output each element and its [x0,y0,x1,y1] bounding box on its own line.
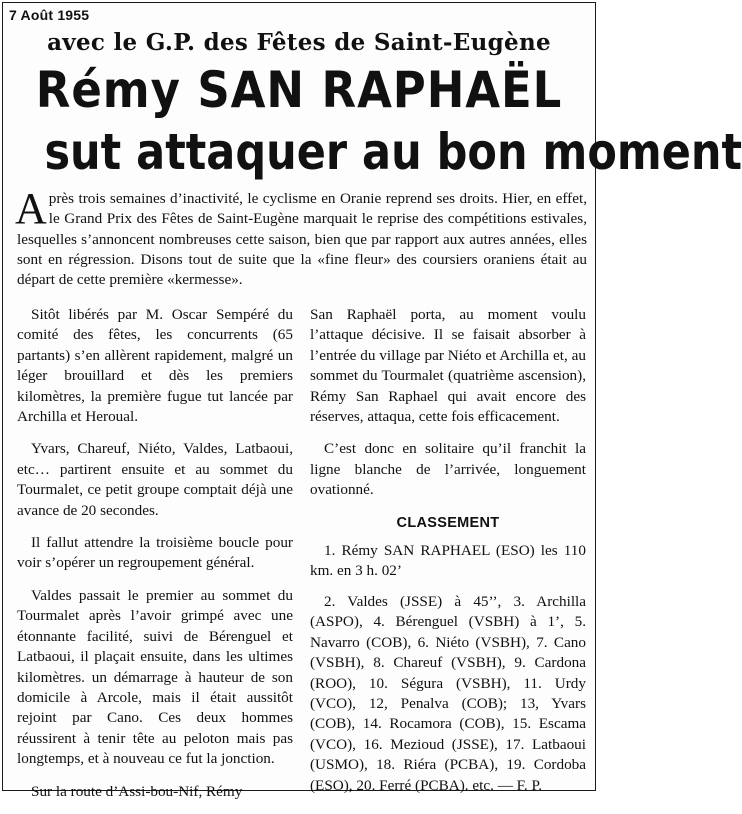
newspaper-clipping [2,2,742,800]
paragraph-start: Sitôt libérés par M. Oscar Sempéré du comité des fêtes, les concurrents (65 partants) s’en allèrent rapidement, malgré un léger brouillard et dès les premiers kilomètres, la première fugue tut lancée par Archilla et Heroual. [17,306,293,426]
paragraph-breakaway: Yvars, Chareuf, Niéto, Valdes, Latbaoui, etc… partirent ensuite et au sommet du Tourmalet, ce petit groupe comptait déjà une avance de 20 secondes. [17,440,293,519]
paragraph-regroup: Il fallut attendre la troisième boucle pour voir s’opérer un regroupement général. [17,534,293,572]
paragraph-route: Sur la route d’Assi-bou-Nif, Rémy [31,782,243,800]
publication-date: 7 Août 1955 [9,7,90,23]
drop-cap: A [15,184,47,233]
paragraph-attack: San Raphaël porta, au moment voulu l’attaque décisive. Il se faisait absorber à l’entrée du village par Niéto et Archilla et, au sommet du Tourmalet (quatrième ascension), Rémy San Raphael qui avait encore des réserves, attaqua, cette fois efficacement. [310,306,586,426]
right-column [310,305,586,806]
paragraph-valdes: Valdes passait le premier au sommet du Tourmalet après l’avoir grimpé avec une étonnante facilité, suivi de Bérenguel et Latbaoui, il plaçait ensuite, dans les ultimes kilomètres. un démarrage à hauteur de son domicile à Arcole, mais il était aussitôt rejoint par Cano. Ces deux hommes réussirent à tenir tête au peloton mais pas longtemps, et à nouveau ce fut la jonction. [17,586,293,768]
paragraph-finish: C’est donc en solitaire qu’il franchit la ligne blanche de l’arrivée, longuement ovationné. [310,440,586,499]
lead-paragraph [15,184,587,290]
main-headline-line-2: sut attaquer au bon moment [44,123,742,181]
lead-text: près trois semaines d’inactivité, le cyclisme en Oranie reprend ses droits. Hier, en effet, le Grand Prix des Fêtes de Saint-Eugène marquait le reprise des compétitions estivales, lesquelles s’annoncent nombreuses cette saison, bien que par rapport aux autres années, elles sont en régression. Disons tout de suite que la «fine fleur» des coursiers oraniens était au départ de cette première «kermesse». [17,190,587,289]
left-column [17,305,293,814]
classement-heading: CLASSEMENT [396,514,500,531]
kicker-headline: avec le G.P. des Fêtes de Saint-Eugène [47,29,551,56]
results-list: 2. Valdes (JSSE) à 45’’, 3. Archilla (ASPO), 4. Bérenguel (VSBH) à 1’, 5. Navarro (COB), 6. Niéto (VSBH), 7. Cano (VSBH), 8. Chareuf (VSBH), 9. Cardona (ROO), 10. Ségura (VSBH), 11. Urdy (VCO), 12, Penalva (COB); 13, Yvars (COB), 14. Rocamora (COB), 15. Escama (VCO), 16. Mezioud (JSSE), 17. Latbaoui (USMO), 18. Riéra (PCBA), 19. Cordoba (ESO), 20. Ferré (PCBA). etc. — F. P. [310,592,586,794]
result-winner: 1. Rémy SAN RAPHAEL (ESO) les 110 km. en 3 h. 02’ [310,542,586,580]
main-headline-line-1: Rémy SAN RAPHAËL [35,61,563,119]
